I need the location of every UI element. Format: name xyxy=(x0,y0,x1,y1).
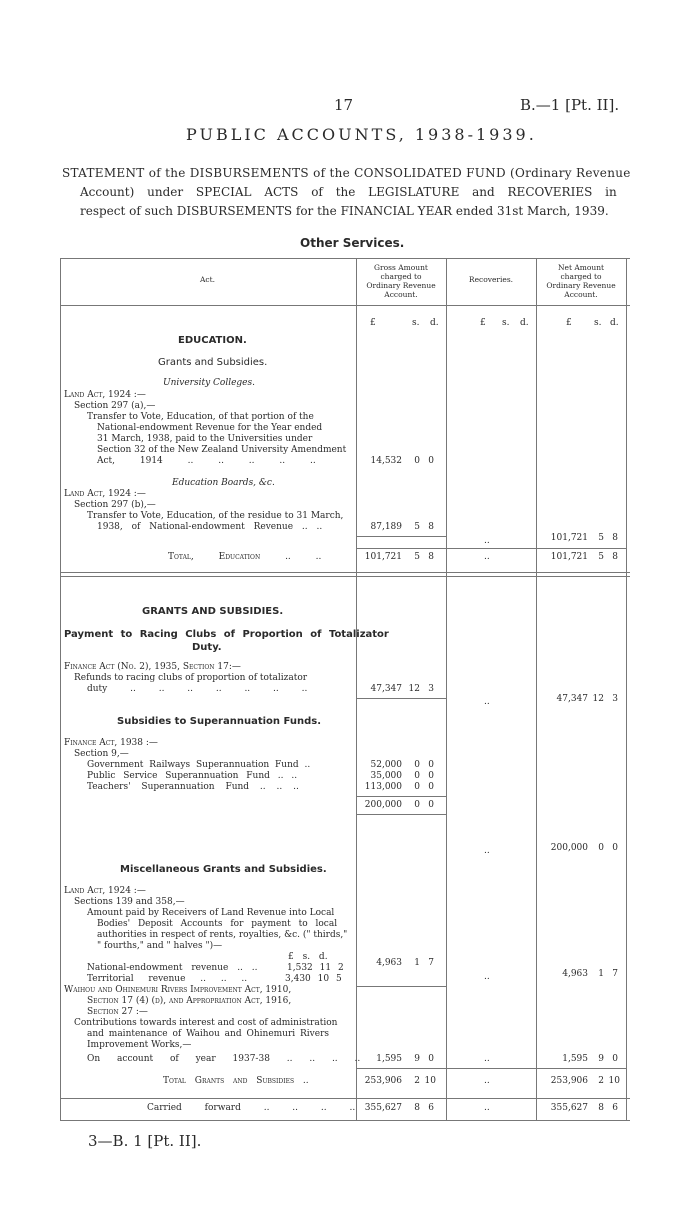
racing-heading-line-1: Payment to Racing Clubs of Proportion of Totalizator xyxy=(64,629,389,640)
pence: 0 xyxy=(428,760,434,770)
boards-gross-amount xyxy=(356,522,446,533)
superannuation-heading: Subsidies to Superannuation Funds. xyxy=(117,716,321,727)
footer-reference: 3—B. 1 [Pt. II]. xyxy=(88,1132,202,1150)
racing-gross-amount xyxy=(356,684,446,695)
act-line: and maintenance of Waihou and Ohinemuri Rivers xyxy=(87,1029,330,1039)
gross-header-line: Ordinary Revenue xyxy=(366,281,436,290)
total-education-gross xyxy=(356,552,446,563)
superannuation-item-amount xyxy=(356,760,446,771)
unit-shillings: s. xyxy=(412,318,420,328)
waihou-recoveries: .. xyxy=(484,1054,490,1064)
pounds: 355,627 xyxy=(364,1103,402,1113)
act-line: Section 17 (4) (d), and Appropriation Act, 1916, xyxy=(87,996,292,1006)
act-line: Section 297 (a),— xyxy=(74,401,156,411)
column-header-net xyxy=(536,263,626,299)
pence: 8 xyxy=(612,533,618,543)
act-line: Section 297 (b),— xyxy=(74,500,156,510)
misc-net-amount xyxy=(536,969,626,980)
shillings: 5 xyxy=(414,552,420,562)
superannuation-item-label: Teachers' Superannuation Fund .. .. .. xyxy=(87,782,299,792)
net-header-line: Net Amount xyxy=(557,263,605,272)
education-net-amount xyxy=(536,533,626,544)
gross-header-line: Gross Amount xyxy=(374,263,428,272)
shillings: 2 xyxy=(414,1076,420,1086)
unit-pence: d. xyxy=(430,318,439,328)
column-header-gross xyxy=(356,263,446,299)
act-line: Section 32 of the New Zealand University Amendment xyxy=(97,445,347,455)
pence: 6 xyxy=(612,1103,618,1113)
superannuation-item-amount xyxy=(356,771,446,782)
act-line: Amount paid by Receivers of Land Revenue into Local xyxy=(87,908,335,918)
section-heading: Other Services. xyxy=(300,236,405,250)
act-line: Finance Act (No. 2), 1935, Section 17:— xyxy=(64,662,241,672)
total-education-recoveries: .. xyxy=(484,552,490,562)
pence: 7 xyxy=(428,958,434,968)
act-line: authorities in respect of rents, royalties, &c. (" thirds," xyxy=(97,930,348,940)
misc-units: £ s. d. xyxy=(288,952,328,962)
gross-header-line: Account. xyxy=(384,290,418,299)
pence: 0 xyxy=(428,800,434,810)
pence: 10 xyxy=(608,1076,620,1086)
shillings: 8 xyxy=(598,1103,604,1113)
shillings: 12 xyxy=(592,694,604,704)
university-colleges-heading: University Colleges. xyxy=(163,378,255,388)
pounds: 1,595 xyxy=(562,1054,588,1064)
pounds: 101,721 xyxy=(364,552,402,562)
unit-pounds: £ xyxy=(370,318,376,328)
carried-forward-recoveries: .. xyxy=(484,1103,490,1113)
act-line: Waihou and Ohinemuri Rivers Improvement Act, 1910, xyxy=(64,985,292,995)
unit-pence: d. xyxy=(520,318,529,328)
net-header-line: Account. xyxy=(564,290,598,299)
shillings: 0 xyxy=(414,456,420,466)
univ-gross-amount xyxy=(356,456,446,467)
shillings: 5 xyxy=(414,522,420,532)
misc-recoveries: .. xyxy=(484,972,490,982)
misc-item-amount: 1,532 11 2 xyxy=(287,963,344,973)
shillings: 0 xyxy=(598,843,604,853)
shillings: 0 xyxy=(414,782,420,792)
act-line: Land Act, 1924 :— xyxy=(64,886,146,896)
pence: 0 xyxy=(612,1054,618,1064)
pounds: 1,595 xyxy=(376,1054,402,1064)
superannuation-item-label: Government Railways Superannuation Fund .. xyxy=(87,760,311,770)
racing-heading-line-2: Duty. xyxy=(192,642,222,653)
shillings: 1 xyxy=(598,969,604,979)
net-header-line: charged to xyxy=(560,272,602,281)
column-header-act: Act. xyxy=(200,275,216,284)
racing-net-amount xyxy=(536,694,626,705)
pounds: 87,189 xyxy=(370,522,402,532)
pence: 0 xyxy=(428,771,434,781)
waihou-item-label: On account of year 1937-38 .. .. .. .. xyxy=(87,1054,361,1064)
pounds: 200,000 xyxy=(550,843,588,853)
misc-item-amount: 3,430 10 5 xyxy=(285,974,342,984)
act-line: Refunds to racing clubs of proportion of totalizator xyxy=(74,673,308,683)
unit-shillings: s. xyxy=(502,318,510,328)
act-line: Land Act, 1924 :— xyxy=(64,489,146,499)
unit-pounds: £ xyxy=(566,318,572,328)
total-education-net xyxy=(536,552,626,563)
superannuation-item-label: Public Service Superannuation Fund .. .. xyxy=(87,771,298,781)
shillings: 0 xyxy=(414,760,420,770)
pounds: 4,963 xyxy=(562,969,588,979)
carried-forward-label: Carried forward .. .. .. .. xyxy=(147,1103,356,1113)
shillings: 0 xyxy=(414,800,420,810)
pounds: 253,906 xyxy=(364,1076,402,1086)
misc-item-label: Territorial revenue .. .. .. xyxy=(87,974,248,984)
column-header-recoveries: Recoveries. xyxy=(468,275,514,284)
statement-line-1: STATEMENT of the DISBURSEMENTS of the CONSOLIDATED FUND (Ordinary Revenue xyxy=(62,166,631,180)
pence: 3 xyxy=(428,684,434,694)
act-line: Finance Act, 1938 :— xyxy=(64,738,158,748)
pence: 7 xyxy=(612,969,618,979)
pence: 0 xyxy=(428,456,434,466)
act-line: Contributions towards interest and cost of administration xyxy=(74,1018,338,1028)
pounds: 113,000 xyxy=(364,782,402,792)
pounds: 47,347 xyxy=(556,694,588,704)
shillings: 9 xyxy=(598,1054,604,1064)
pounds: 253,906 xyxy=(550,1076,588,1086)
superannuation-item-amount xyxy=(356,782,446,793)
pounds: 47,347 xyxy=(370,684,402,694)
superannuation-total xyxy=(356,800,446,811)
unit-pounds: £ xyxy=(480,318,486,328)
shillings: 0 xyxy=(414,771,420,781)
act-line: Improvement Works,— xyxy=(87,1040,192,1050)
racing-recoveries: .. xyxy=(484,697,490,707)
total-grants-net xyxy=(536,1076,626,1087)
net-header-line: Ordinary Revenue xyxy=(546,281,616,290)
shillings: 12 xyxy=(408,684,420,694)
pence: 0 xyxy=(612,843,618,853)
total-grants-label: Total Grants and Subsidies .. xyxy=(163,1076,309,1086)
shillings: 2 xyxy=(598,1076,604,1086)
pence: 8 xyxy=(428,552,434,562)
total-grants-recoveries: .. xyxy=(484,1076,490,1086)
page-title: PUBLIC ACCOUNTS, 1938-1939. xyxy=(186,125,537,144)
unit-shillings: s. xyxy=(594,318,602,328)
act-line: National-endowment Revenue for the Year ended xyxy=(97,423,323,433)
act-line: Section 9,— xyxy=(74,749,129,759)
pounds: 355,627 xyxy=(550,1103,588,1113)
pounds: 14,532 xyxy=(370,456,402,466)
misc-gross-amount xyxy=(356,958,446,969)
document-reference: B.—1 [Pt. II]. xyxy=(520,96,620,114)
recoveries-dots: .. xyxy=(484,536,490,546)
act-line: Transfer to Vote, Education, of the residue to 31 March, xyxy=(87,511,344,521)
act-line: 1938, of National-endowment Revenue .. .. xyxy=(97,522,323,532)
shillings: 1 xyxy=(414,958,420,968)
act-line: Sections 139 and 358,— xyxy=(74,897,185,907)
pence: 8 xyxy=(428,522,434,532)
page-number: 17 xyxy=(334,96,354,114)
pence: 8 xyxy=(612,552,618,562)
act-line: 31 March, 1938, paid to the Universities under xyxy=(97,434,313,444)
act-line: duty .. .. .. .. .. .. .. xyxy=(87,684,308,694)
shillings: 5 xyxy=(598,552,604,562)
statement-line-2: Account) under SPECIAL ACTS of the LEGISLATURE and RECOVERIES in xyxy=(80,185,617,199)
carried-forward-net xyxy=(536,1103,626,1114)
pounds: 35,000 xyxy=(370,771,402,781)
misc-item-label: National-endowment revenue .. .. xyxy=(87,963,258,973)
pence: 0 xyxy=(428,782,434,792)
total-education-label: Total, Education .. .. xyxy=(168,552,322,562)
grants-heading: GRANTS AND SUBSIDIES. xyxy=(142,606,284,617)
pounds: 101,721 xyxy=(550,552,588,562)
gross-header-line: charged to xyxy=(380,272,422,281)
statement-line-3: respect of such DISBURSEMENTS for the FINANCIAL YEAR ended 31st March, 1939. xyxy=(80,204,609,218)
carried-forward-gross xyxy=(356,1103,446,1114)
pence: 6 xyxy=(428,1103,434,1113)
pounds: 101,721 xyxy=(550,533,588,543)
shillings: 9 xyxy=(414,1054,420,1064)
pence: 3 xyxy=(612,694,618,704)
unit-pence: d. xyxy=(610,318,619,328)
act-line: " fourths," and " halves ")— xyxy=(97,941,223,951)
education-boards-heading: Education Boards, &c. xyxy=(172,478,275,488)
act-line: Act, 1914 .. .. .. .. .. xyxy=(97,456,316,466)
act-line: Section 27 :— xyxy=(87,1007,148,1017)
pounds: 4,963 xyxy=(376,958,402,968)
miscellaneous-heading: Miscellaneous Grants and Subsidies. xyxy=(120,864,327,875)
act-line: Land Act, 1924 :— xyxy=(64,390,146,400)
waihou-net-amount xyxy=(536,1054,626,1065)
total-grants-gross xyxy=(356,1076,446,1087)
pounds: 200,000 xyxy=(364,800,402,810)
act-line: Bodies' Deposit Accounts for payment to local xyxy=(97,919,338,929)
act-line: Transfer to Vote, Education, of that portion of the xyxy=(87,412,314,422)
shillings: 5 xyxy=(598,533,604,543)
superannuation-recoveries: .. xyxy=(484,846,490,856)
education-subheading: Grants and Subsidies. xyxy=(158,357,268,368)
education-heading: EDUCATION. xyxy=(178,335,247,346)
waihou-gross-amount xyxy=(356,1054,446,1065)
pence: 10 xyxy=(424,1076,436,1086)
shillings: 8 xyxy=(414,1103,420,1113)
superannuation-net xyxy=(536,843,626,854)
pounds: 52,000 xyxy=(370,760,402,770)
pence: 0 xyxy=(428,1054,434,1064)
